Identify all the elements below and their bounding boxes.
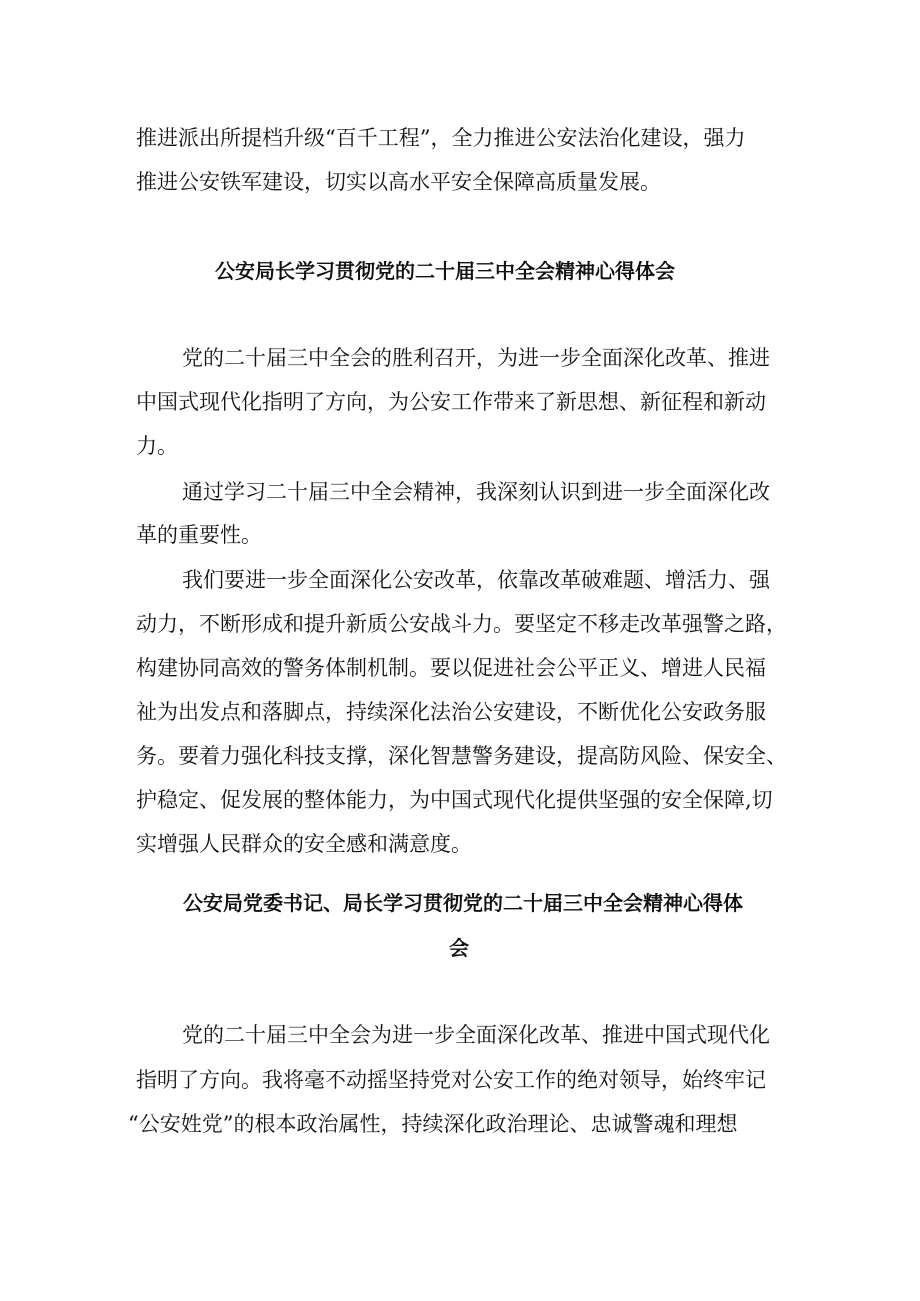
paragraph-line: 革的重要性。 — [136, 523, 262, 547]
intro-line: 推进派出所提档升级“百千工程”，全力推进公安法治化建设，强力 — [136, 126, 746, 150]
paragraph-line: 党的二十届三中全会为进一步全面深化改革、推进中国式现代化 — [182, 1023, 770, 1047]
paragraph-line: 实增强人民群众的安全感和满意度。 — [136, 832, 472, 856]
paragraph-line: 指明了方向。我将毫不动摇坚持党对公安工作的绝对领导，始终牢记 — [136, 1068, 766, 1092]
paragraph-line: 务。要着力强化科技支撑，深化智慧警务建设，提高防风险、保安全、 — [136, 744, 787, 768]
section-2-title: 公安局党委书记、局长学习贯彻党的二十届三中全会精神心得体 — [183, 891, 743, 915]
paragraph-line: 党的二十届三中全会的胜利召开，为进一步全面深化改革、推进 — [182, 346, 770, 370]
paragraph-line: 动力，不断形成和提升新质公安战斗力。要坚定不移走改革强警之路， — [136, 612, 787, 636]
paragraph-line: 构建协同高效的警务体制机制。要以促进社会公平正义、增进人民福 — [136, 656, 766, 680]
paragraph-line: 通过学习二十届三中全会精神，我深刻认识到进一步全面深化改 — [182, 480, 770, 504]
paragraph-line: 祉为出发点和落脚点，持续深化法治公安建设，不断优化公安政务服 — [136, 700, 766, 724]
section-2-title-continuation: 会 — [449, 936, 469, 960]
intro-line: 推进公安铁军建设，切实以高水平安全保障高质量发展。 — [136, 170, 661, 194]
paragraph-line: 力。 — [136, 434, 178, 458]
paragraph-line: “公安姓党”的根本政治属性，持续深化政治理论、忠诚警魂和理想 — [128, 1112, 738, 1136]
paragraph-line: 护稳定、促发展的整体能力，为中国式现代化提供坚强的安全保障,切 — [136, 788, 773, 812]
paragraph-line: 我们要进一步全面深化公安改革，依靠改革破难题、增活力、强 — [182, 568, 770, 592]
paragraph-line: 中国式现代化指明了方向，为公安工作带来了新思想、新征程和新动 — [136, 390, 766, 414]
section-1-title: 公安局长学习贯彻党的二十届三中全会精神心得体会 — [215, 259, 675, 283]
